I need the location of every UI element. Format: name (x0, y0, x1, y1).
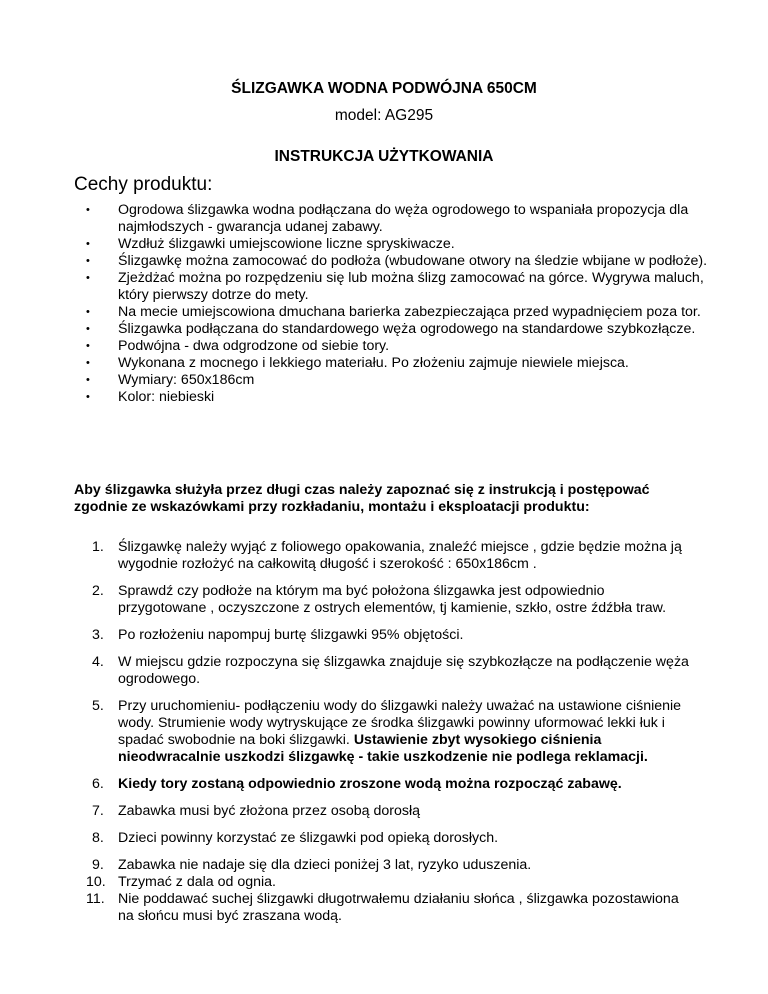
step-text: Zabawka nie nadaje się dla dzieci poniżej 3 lat, ryzyko uduszenia. (118, 857, 532, 873)
feature-text: Wykonana z mocnego i lekkiego materiału. Po złożeniu zajmuje niewiele miejsca. (118, 355, 629, 371)
bullet-icon: • (86, 357, 90, 369)
feature-text: Ogrodowa ślizgawka wodna podłączana do węża ogrodowego to wspaniała propozycja dla najmłodszych - gwarancja udanej zabawy. (118, 202, 689, 235)
list-item (74, 803, 694, 820)
list-item (74, 372, 714, 389)
step-number: 3. (92, 627, 104, 643)
features-heading: Cechy produktu: (74, 174, 213, 195)
step-text: Sprawdź czy podłoże na którym ma być położona ślizgawka jest odpowiednio przygotowane , oczyszczone z ostrych elementów, tj kamienie, szkło, ostre źdźbła traw. (118, 583, 667, 616)
instructions-heading: INSTRUKCJA UŻYTKOWANIA (274, 148, 494, 165)
feature-text: Wymiary: 650x186cm (118, 372, 255, 388)
list-item (74, 389, 714, 406)
step-number: 4. (92, 654, 104, 670)
list-item (74, 891, 694, 925)
bullet-icon: • (86, 374, 90, 386)
step-text: Dzieci powinny korzystać ze ślizgawki pod opieką dorosłych. (118, 830, 499, 846)
feature-text: Ślizgawka podłączana do standardowego węża ogrodowego na standardowe szybkozłącze. (118, 321, 696, 337)
feature-text: Wzdłuż ślizgawki umiejscowione liczne spryskiwacze. (118, 236, 455, 252)
list-item (74, 321, 714, 338)
list-item (74, 874, 694, 891)
list-item (74, 654, 694, 688)
step-number: 2. (92, 583, 104, 599)
step-text: Nie poddawać suchej ślizgawki długotrwałemu działaniu słońca , ślizgawka pozostawiona na słońcu musi być zraszana wodą. (118, 891, 679, 924)
step-number: 10. (86, 874, 106, 890)
step-text: Ślizgawkę należy wyjąć z foliowego opakowania, znaleźć miejsce , gdzie będzie można ją wygodnie rozłożyć na całkowitą długość i szerokość : 650x186cm . (118, 539, 682, 572)
list-item (74, 338, 714, 355)
step-text: Kiedy tory zostaną odpowiednio zroszone wodą można rozpocząć zabawę. (118, 776, 622, 792)
list-item (74, 202, 714, 236)
list-item (74, 270, 714, 304)
list-item (74, 539, 694, 573)
list-item (74, 627, 694, 644)
feature-text: Na mecie umiejscowiona dmuchana barierka zabezpieczająca przed wypadnięciem poza tor. (118, 304, 701, 320)
step-number: 9. (92, 857, 104, 873)
step-text: Przy uruchomieniu- podłączeniu wody do ślizgawki należy uważać na ustawione ciśnienie wody. Strumienie wody wytryskujące ze środka ślizgawki powinny uformować lekki łuk i spadać swobodnie na boki ślizgawki. (118, 698, 682, 748)
step-number: 7. (92, 803, 104, 819)
bullet-icon: • (86, 238, 90, 250)
step-number: 5. (92, 698, 104, 714)
bullet-icon: • (86, 204, 90, 216)
list-item (74, 857, 694, 874)
step-number: 8. (92, 830, 104, 846)
feature-text: Podwójna - dwa odgrodzone od siebie tory. (118, 338, 390, 354)
list-item (74, 236, 714, 253)
bullet-icon: • (86, 306, 90, 318)
bullet-icon: • (86, 391, 90, 403)
bullet-icon: • (86, 340, 90, 352)
list-item (74, 253, 714, 270)
list-item (74, 830, 694, 847)
features-list (74, 202, 714, 406)
step-warning: Ustawienie zbyt wysokiego ciśnienia nieodwracalnie uszkodzi ślizgawkę - takie uszkodzenie nie podlega reklamacji. (118, 732, 648, 765)
list-item (74, 355, 714, 372)
step-text: W miejscu gdzie rozpoczyna się ślizgawka znajduje się szybkozłącze na podłączenie węża ogrodowego. (118, 654, 689, 687)
step-text: Zabawka musi być złożona przez osobą dorosłą (118, 803, 421, 819)
bullet-icon: • (86, 272, 90, 284)
feature-text: Kolor: niebieski (118, 389, 215, 405)
usage-intro: Aby ślizgawka służyła przez długi czas należy zapoznać się z instrukcją i postępować zgodnie ze wskazówkami przy rozkładaniu, montażu i eksploatacji produktu: (74, 482, 650, 515)
instruction-steps (74, 539, 694, 925)
step-text: Po rozłożeniu napompuj burtę ślizgawki 95% objętości. (118, 627, 464, 643)
step-number: 6. (92, 776, 104, 792)
list-item (74, 583, 694, 617)
bullet-icon: • (86, 323, 90, 335)
list-item (74, 698, 694, 766)
bullet-icon: • (86, 255, 90, 267)
feature-text: Ślizgawkę można zamocować do podłoża (wbudowane otwory na śledzie wbijane w podłoże). (118, 253, 708, 269)
model-number: model: AG295 (334, 107, 434, 124)
step-text: Trzymać z dala od ognia. (118, 874, 276, 890)
document-title: ŚLIZGAWKA WODNA PODWÓJNA 650CM (231, 80, 537, 97)
step-number: 1. (92, 539, 104, 555)
step-number: 11. (86, 891, 105, 907)
list-item (74, 776, 694, 793)
feature-text: Zjeżdżać można po rozpędzeniu się lub można ślizg zamocować na górce. Wygrywa maluch, który pierwszy dotrze do mety. (118, 270, 704, 303)
list-item (74, 304, 714, 321)
